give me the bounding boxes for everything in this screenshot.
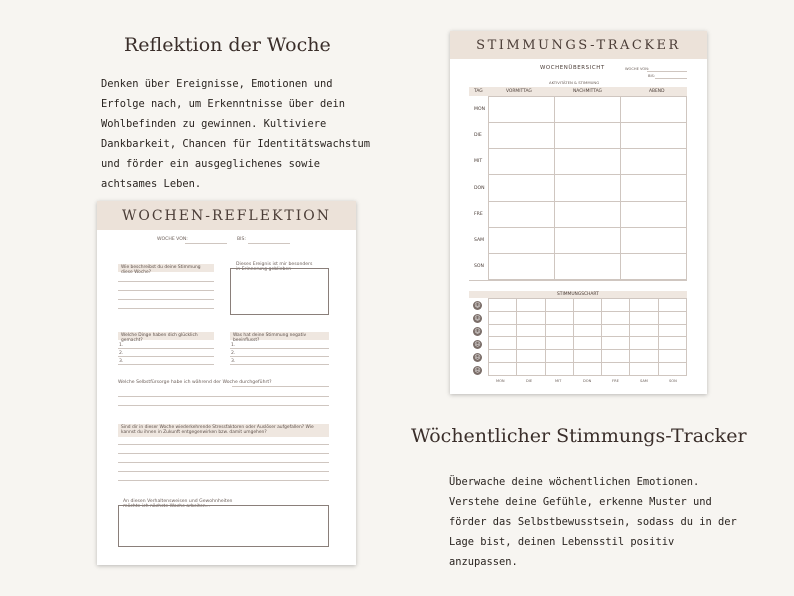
mood-face-icon: ☺ (474, 328, 481, 335)
day-label: SON (474, 264, 484, 269)
question-memorable-event: Dieses Ereignis ist mir besonders in Erinnerung geblieben (236, 262, 313, 272)
answer-line (118, 348, 214, 349)
answer-line (118, 364, 214, 365)
day-label: DON (474, 186, 485, 191)
day-label: MON (474, 107, 486, 112)
mood-face-icon: ☺ (474, 302, 481, 309)
col-afternoon: NACHMITTAG (573, 89, 602, 94)
next-week-box (118, 505, 329, 547)
mood-day-label: DIE (526, 379, 533, 383)
mood-day-label: FRE (612, 379, 619, 383)
reflection-description: Denken über Ereignisse, Emotionen und Erfolge nach, um Erkenntnisse über dein Wohlbefinden zu gewinnen. Kultiviere Dankbarkeit, Chancen für Identitätswachstum und förder ein ausgeglichenes sowie achtsames Leben. (101, 78, 370, 190)
question-negative: Was hat deine Stimmung negativ beeinflusst? (230, 332, 329, 340)
mood-face-icon: ☹ (474, 367, 481, 374)
happy-item-3: 3. (119, 359, 124, 364)
question-mood: Wie beschreibst du deine Stimmung diese Woche? (118, 264, 214, 272)
reflection-sheet-header: WOCHEN-REFLEKTION (97, 201, 356, 230)
col-day: TAG (474, 89, 483, 94)
mood-face-icon: ☹ (474, 341, 481, 348)
mood-chart-grid (488, 298, 687, 376)
answer-line (230, 364, 329, 365)
activities-label: AKTIVITÄTEN & STIMMUNG (549, 80, 600, 85)
mood-day-label: SON (669, 379, 677, 383)
mood-chart-label: STIMMUNGSCHART (557, 292, 599, 297)
tracker-sheet-header: STIMMUNGS-TRACKER (450, 31, 707, 59)
negative-item-2: 2. (231, 351, 236, 356)
day-label: SAM (474, 238, 485, 243)
answer-line (118, 299, 214, 300)
memorable-event-box (230, 268, 329, 315)
table-bottom-line (469, 280, 687, 281)
answer-line (118, 405, 329, 406)
answer-line (118, 471, 329, 472)
answer-line (230, 356, 329, 357)
question-stress: Sind dir in dieser Woche wiederkehrende Stressfaktoren oder Auslöser aufgefallen? Wie kannst du ihnen in Zukunft entgegenwirken bzw. damit umgehen? (118, 424, 329, 437)
tracker-title: Wöchentlicher Stimmungs-Tracker (411, 425, 747, 447)
answer-line (118, 444, 329, 445)
mood-face-icon: ☹ (474, 354, 481, 361)
answer-line (230, 348, 329, 349)
day-label: FRE (474, 212, 483, 217)
tracker-sheet (450, 31, 707, 394)
col-morning: VORMITTAG (506, 89, 532, 94)
question-next-week: An diesen Verhaltensweisen und Gewohnheiten möchte ich nächste Woche arbeiten... (123, 499, 233, 509)
negative-item-1: 1. (231, 343, 236, 348)
answer-line (118, 281, 214, 282)
answer-line (118, 396, 329, 397)
happy-item-1: 1. (119, 343, 124, 348)
answer-line (118, 308, 214, 309)
answer-line (118, 290, 214, 291)
question-happy: Welche Dinge haben dich glücklich gemacht? (118, 332, 214, 340)
col-evening: ABEND (649, 89, 665, 94)
answer-line (232, 386, 329, 387)
week-to-label: BIS: (237, 237, 246, 242)
answer-line (118, 480, 329, 481)
mood-face-icon: ☺ (474, 315, 481, 322)
day-label: DIE (474, 133, 482, 138)
answer-line (118, 462, 329, 463)
question-self-care: Welche Selbstfürsorge habe ich während der Woche durchgeführt? (118, 380, 272, 385)
mood-day-label: MIT (555, 379, 562, 383)
week-to-line (248, 243, 290, 244)
tracker-subtitle: WOCHENÜBERSICHT (540, 65, 605, 71)
answer-line (118, 453, 329, 454)
happy-item-2: 2. (119, 351, 124, 356)
mood-day-label: DON (583, 379, 592, 383)
activities-table (488, 96, 687, 280)
negative-item-3: 3. (231, 359, 236, 364)
mood-day-label: SAM (640, 379, 648, 383)
tracker-from-line (647, 71, 687, 72)
answer-line (118, 356, 214, 357)
week-from-line (185, 243, 227, 244)
week-from-label: WOCHE VON: (157, 237, 188, 242)
day-label: MIT (474, 159, 483, 164)
tracker-to-label: BIS: (648, 74, 656, 78)
tracker-description: Überwache deine wöchentlichen Emotionen. Verstehe deine Gefühle, erkenne Muster und förder das Selbstbewusstsein, sodass du in der Lage bist, deinen Lebensstil positiv anzupassen. (449, 476, 737, 568)
tracker-from-label: WOCHE VON: (625, 67, 650, 71)
reflection-sheet (97, 201, 356, 565)
mood-day-label: MON (496, 379, 505, 383)
reflection-title: Reflektion der Woche (124, 34, 331, 56)
tracker-to-line (655, 78, 687, 79)
